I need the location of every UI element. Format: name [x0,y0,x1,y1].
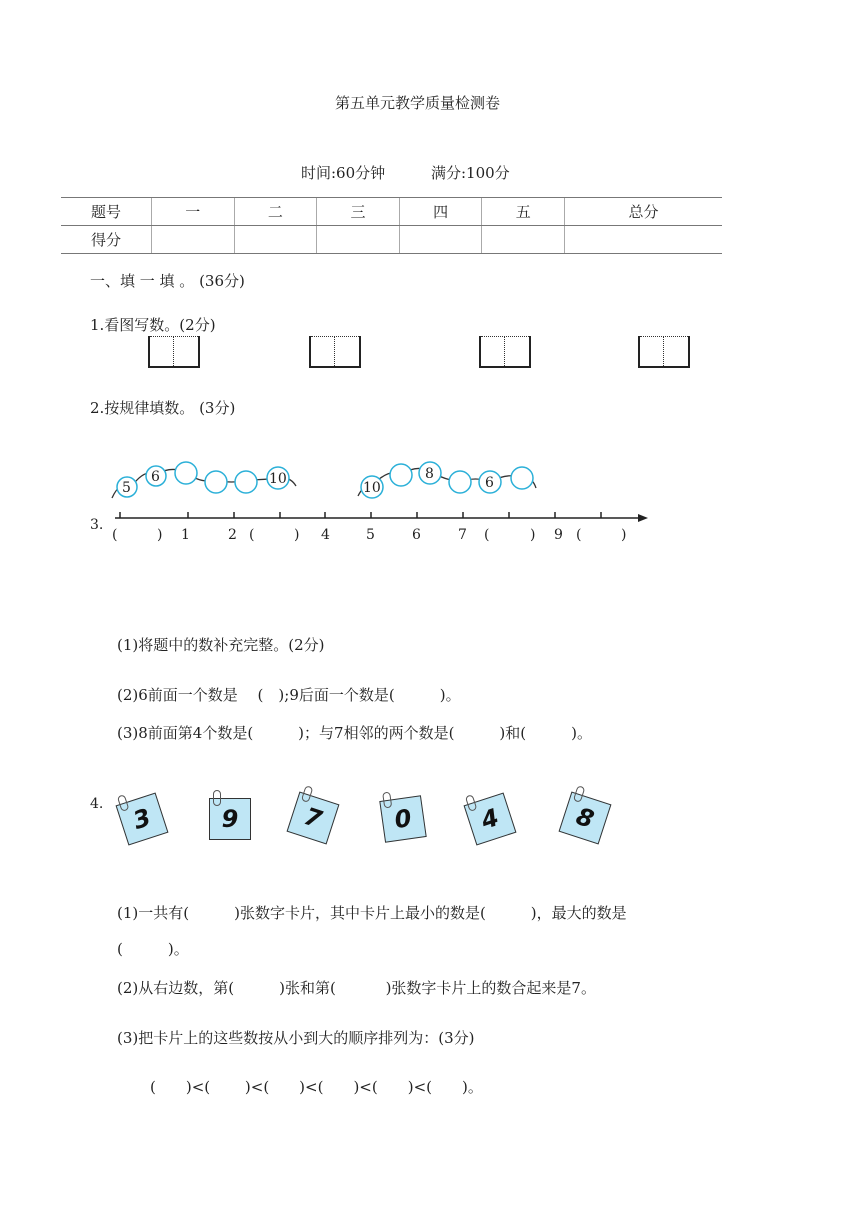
bead-label: 5 [122,480,131,496]
bead-chain-2 [358,462,536,498]
number-line-label: ( [576,527,582,543]
exam-time: 时间:60分钟 [301,164,386,182]
number-line-label: 5 [366,527,375,543]
number-line-label: ( [484,527,490,543]
number-line-label: 9 [554,527,563,543]
q3-sub3: (3)8前面第4个数是( )；与7相邻的两个数是( )和( )。 [117,724,592,742]
q2-q3-figures [0,450,860,560]
score-table-header-cell: 二 [234,198,317,226]
q2-text: 2.按规律填数。 (3分) [90,399,236,417]
bead [175,462,197,484]
score-table-header-cell: 五 [482,198,565,226]
abacus-figure [479,336,531,368]
score-cell[interactable] [565,226,722,254]
number-card-value: 4 [477,803,503,835]
number-line-label: ) [530,527,536,543]
number-line-label: 2 [228,527,237,543]
number-line-label: 6 [412,527,421,543]
score-table-header-cell: 总分 [565,198,722,226]
score-cell[interactable] [152,226,235,254]
score-table-header-cell: 题号 [61,198,152,226]
number-line-label: 7 [458,527,467,543]
bead-label: 8 [425,466,434,482]
q4-sub1-line2: ( )。 [117,940,189,958]
number-line-label: 4 [321,527,330,543]
score-table-header-cell: 四 [399,198,482,226]
number-line [112,512,648,543]
score-table-row-label: 得分 [61,226,152,254]
number-line-label: ) [621,527,627,543]
q4-label: 4. [90,796,104,812]
number-card [559,792,612,845]
bead-label: 10 [269,471,287,487]
bead [449,471,471,493]
number-line-label: ) [294,527,300,543]
number-line-label: ( [112,527,118,543]
score-table-score-row [61,226,722,254]
number-card-value: 7 [300,802,326,834]
number-line-label: 1 [181,527,190,543]
number-line-label: ( [249,527,255,543]
q3-sub2: (2)6前面一个数是 ( );9后面一个数是( )。 [117,686,461,704]
bead [235,471,257,493]
score-cell[interactable] [234,226,317,254]
q3-label: 3. [90,517,104,533]
score-table-header-cell: 一 [152,198,235,226]
bead-label: 6 [151,469,160,485]
number-card-value: 8 [572,802,598,834]
section1-heading: 一、填 一 填 。 (36分) [90,272,245,290]
q4-sub1-line1: (1)一共有( )张数字卡片，其中卡片上最小的数是( )，最大的数是 [117,904,627,922]
q3-sub1: (1)将题中的数补充完整。(2分) [117,636,325,654]
bead [511,467,533,489]
bead [205,471,227,493]
score-table-header-row [61,198,722,226]
q4-order-line: ( )<( )<( )<( )<( )<( )。 [150,1078,483,1096]
q1-text: 1.看图写数。(2分) [90,316,216,334]
number-line-label: ) [157,527,163,543]
score-cell[interactable] [482,226,565,254]
bead-label: 10 [363,480,381,496]
abacus-figure [309,336,361,368]
number-card-value: 0 [392,803,414,835]
bead [390,464,412,486]
number-card [464,793,517,846]
q4-sub2: (2)从右边数，第( )张和第( )张数字卡片上的数合起来是7。 [117,979,596,997]
score-cell[interactable] [399,226,482,254]
bead-chain-1 [112,462,296,498]
number-card-value: 3 [129,803,155,835]
abacus-figure [638,336,690,368]
score-table-header-cell: 三 [317,198,400,226]
abacus-figure [148,336,200,368]
number-card-value: 9 [221,805,239,833]
number-card [287,792,340,845]
number-card [116,793,169,846]
score-table [61,197,722,254]
q4-sub3: (3)把卡片上的这些数按从小到大的顺序排列为：(3分) [117,1029,475,1047]
exam-full-score: 满分:100分 [431,164,510,182]
page-title: 第五单元教学质量检测卷 [335,94,501,112]
score-cell[interactable] [317,226,400,254]
bead-label: 6 [485,475,494,491]
number-card [209,798,251,840]
number-card [379,795,426,842]
